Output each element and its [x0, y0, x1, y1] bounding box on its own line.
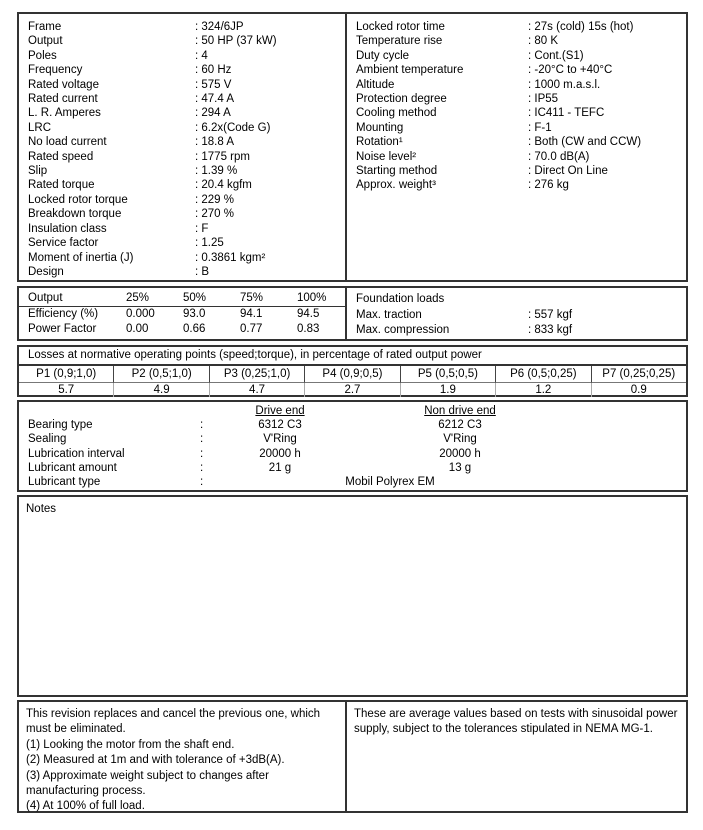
losses-value: 2.7 — [305, 383, 400, 397]
spec-row — [356, 49, 686, 63]
spec-label: No load current — [28, 136, 107, 149]
spec-label: Slip — [28, 165, 48, 178]
spec-row — [28, 92, 345, 106]
drive-end-value: 21 g — [268, 461, 292, 474]
spec-value: : 270 % — [195, 208, 234, 221]
spec-value: : Cont.(S1) — [528, 49, 584, 62]
footnote-3: (3) Approximate weight subject to changes after manufacturing process. — [26, 769, 269, 798]
drive-end-value: 6312 C3 — [258, 419, 302, 432]
spec-label: L. R. Amperes — [28, 107, 101, 120]
power-factor-row — [19, 322, 345, 337]
colon: : — [200, 461, 204, 474]
cell-value: 0.83 — [297, 323, 320, 335]
spec-label: LRC — [28, 121, 52, 134]
revision-note: This revision replaces and cancel the previous one, which must be eliminated. — [26, 708, 321, 736]
footnote-2: (2) Measured at 1m and with tolerance of +3dB(A). — [26, 754, 285, 767]
spec-value: : 294 A — [195, 107, 231, 120]
footnote-4: (4) At 100% of full load. — [26, 800, 145, 813]
spec-value: : F — [195, 222, 209, 235]
losses-values-row — [19, 383, 686, 397]
spec-row — [28, 135, 345, 149]
spec-label: Frame — [28, 21, 62, 33]
footer-left — [19, 702, 347, 811]
losses-header: P2 (0,5;1,0) — [114, 366, 209, 383]
spec-value: : 70.0 dB(A) — [528, 150, 590, 163]
non-drive-end-value: V'Ring — [443, 433, 477, 446]
losses-value: 1.2 — [496, 383, 591, 397]
cell-value: 0.00 — [126, 323, 149, 335]
losses-title: Losses at normative operating points (speed;torque), in percentage of rated output power — [19, 347, 686, 366]
spec-label: Service factor — [28, 237, 99, 250]
spec-row — [28, 164, 345, 178]
spec-label: Design — [28, 265, 64, 278]
spec-label: Locked rotor torque — [28, 193, 128, 206]
specifications-section — [17, 12, 688, 282]
output-header-100: 100% — [297, 292, 327, 304]
spec-row — [28, 265, 345, 279]
spec-row — [28, 78, 345, 92]
lubricant-type-row — [28, 475, 686, 489]
spec-row — [28, 150, 345, 164]
spec-value: : 1.25 — [195, 237, 224, 250]
drive-end-header: Drive end — [255, 405, 305, 417]
performance-section — [17, 286, 688, 341]
spec-row — [28, 193, 345, 207]
output-header-25: 25% — [126, 292, 150, 304]
spec-label: Locked rotor time — [356, 21, 445, 33]
spec-value: : 1000 m.a.s.l. — [528, 78, 601, 91]
footer-right — [347, 702, 686, 811]
spec-label: Poles — [28, 49, 57, 62]
spec-label: Cooling method — [356, 107, 437, 120]
spec-row — [28, 106, 345, 120]
spec-row — [356, 78, 686, 92]
spec-label: Frequency — [28, 64, 83, 77]
cell-value: 0.000 — [126, 308, 155, 320]
spec-label: Mounting — [356, 121, 404, 134]
spec-value: : -20°C to +40°C — [528, 64, 613, 77]
losses-header: P7 (0,25;0,25) — [592, 366, 686, 383]
non-drive-end-value: 13 g — [448, 461, 472, 474]
spec-label: Altitude — [356, 78, 395, 91]
output-header-label: Output — [28, 292, 63, 304]
max-traction-row — [347, 308, 686, 323]
row-label: Bearing type — [28, 419, 93, 432]
row-label: Max. compression — [356, 324, 450, 336]
output-header-50: 50% — [183, 292, 207, 304]
spec-row — [28, 63, 345, 77]
cell-value: : 833 kgf — [528, 324, 573, 336]
spec-row — [356, 121, 686, 135]
spec-value: : Direct On Line — [528, 165, 608, 178]
spec-value: : IC411 - TEFC — [528, 107, 605, 120]
spec-row — [356, 92, 686, 106]
spec-value: : 0.3861 kgm² — [195, 251, 266, 264]
notes-title: Notes — [26, 503, 57, 515]
foundation-loads-title: Foundation loads — [356, 293, 445, 305]
footer-section — [17, 700, 688, 813]
losses-header-row — [19, 366, 686, 383]
drive-end-value: 20000 h — [259, 447, 301, 460]
spec-value: : 50 HP (37 kW) — [195, 35, 277, 48]
spec-value: : B — [195, 265, 210, 278]
specs-left-column — [19, 14, 347, 280]
losses-value: 1.9 — [401, 383, 496, 397]
bearings-header-row — [28, 404, 686, 418]
row-label: Efficiency (%) — [28, 308, 99, 320]
foundation-loads — [347, 288, 686, 339]
spec-value: : 6.2x(Code G) — [195, 121, 271, 134]
spec-value: : 80 K — [528, 35, 559, 48]
spec-row — [356, 106, 686, 120]
lubrication-interval-row — [28, 447, 686, 461]
non-drive-end-header: Non drive end — [424, 405, 496, 417]
specs-right-column — [347, 14, 686, 280]
spec-label: Rotation¹ — [356, 136, 403, 149]
output-table — [19, 288, 347, 339]
efficiency-row — [19, 307, 345, 322]
losses-header: P3 (0,25;1,0) — [210, 366, 305, 383]
spec-row — [28, 49, 345, 63]
spec-label: Rated current — [28, 93, 98, 106]
spec-row — [28, 121, 345, 135]
cell-value: 0.66 — [183, 323, 206, 335]
spec-label: Insulation class — [28, 222, 107, 235]
spec-row — [356, 34, 686, 48]
spec-value: : 18.8 A — [195, 136, 235, 149]
spec-label: Breakdown torque — [28, 208, 122, 221]
spec-row — [28, 34, 345, 48]
cell-value: : 557 kgf — [528, 309, 573, 321]
row-label: Power Factor — [28, 323, 97, 335]
spec-label: Approx. weight³ — [356, 179, 436, 192]
spec-row — [28, 178, 345, 192]
notes-section — [17, 495, 688, 697]
spec-row — [28, 20, 345, 34]
colon: : — [200, 433, 204, 446]
row-label: Lubricant type — [28, 476, 101, 489]
footnote-1: (1) Looking the motor from the shaft end. — [26, 738, 235, 751]
spec-label: Rated voltage — [28, 78, 99, 91]
spec-value: : IP55 — [528, 93, 559, 106]
losses-header: P4 (0,9;0,5) — [305, 366, 400, 383]
spec-label: Duty cycle — [356, 49, 410, 62]
spec-row — [356, 135, 686, 149]
spec-value: : 276 kg — [528, 179, 569, 192]
lubricant-type-value: Mobil Polyrex EM — [345, 476, 435, 489]
bearing-type-row — [28, 418, 686, 432]
cell-value: 93.0 — [183, 308, 206, 320]
cell-value: 94.5 — [297, 308, 320, 320]
spec-label: Starting method — [356, 165, 438, 178]
lubricant-amount-row — [28, 461, 686, 475]
spec-label: Rated torque — [28, 179, 95, 192]
spec-row — [356, 63, 686, 77]
colon: : — [200, 419, 204, 432]
spec-value: : F-1 — [528, 121, 552, 134]
spec-row — [356, 178, 686, 192]
cell-value: 0.77 — [240, 323, 263, 335]
spec-value: : 27s (cold) 15s (hot) — [528, 21, 634, 33]
spec-row — [28, 222, 345, 236]
spec-value: : 4 — [195, 49, 208, 62]
spec-value: : 20.4 kgfm — [195, 179, 252, 192]
losses-header: P6 (0,5;0,25) — [496, 366, 591, 383]
spec-label: Temperature rise — [356, 35, 443, 48]
spec-value: : 575 V — [195, 78, 232, 91]
spec-row — [28, 207, 345, 221]
spec-label: Noise level² — [356, 150, 417, 163]
losses-value: 4.9 — [114, 383, 209, 397]
spec-row — [356, 20, 686, 34]
non-drive-end-value: 20000 h — [439, 447, 481, 460]
output-header-75: 75% — [240, 292, 264, 304]
row-label: Lubrication interval — [28, 447, 125, 460]
spec-value: : 47.4 A — [195, 93, 235, 106]
sealing-row — [28, 432, 686, 446]
cell-value: 94.1 — [240, 308, 263, 320]
max-compression-row — [347, 323, 686, 338]
spec-label: Moment of inertia (J) — [28, 251, 134, 264]
tolerance-note: These are average values based on tests with sinusoidal power supply, subject to the tolerances stipulated in NEMA MG-1. — [354, 708, 678, 736]
row-label: Sealing — [28, 433, 67, 446]
output-table-header — [19, 290, 345, 307]
losses-header: P5 (0,5;0,5) — [401, 366, 496, 383]
losses-header: P1 (0,9;1,0) — [19, 366, 114, 383]
losses-value: 4.7 — [210, 383, 305, 397]
spec-value: : 60 Hz — [195, 64, 232, 77]
spec-label: Rated speed — [28, 150, 94, 163]
spec-label: Output — [28, 35, 63, 48]
spec-value: : 324/6JP — [195, 21, 244, 33]
spec-value: : 1775 rpm — [195, 150, 250, 163]
spec-row — [356, 164, 686, 178]
colon: : — [200, 476, 204, 489]
spec-value: : 1.39 % — [195, 165, 238, 178]
losses-value: 0.9 — [630, 384, 647, 396]
spec-value: : Both (CW and CCW) — [528, 136, 642, 149]
spec-label: Protection degree — [356, 93, 447, 106]
losses-section — [17, 345, 688, 397]
spec-row — [28, 236, 345, 250]
spec-row — [356, 150, 686, 164]
bearings-section — [17, 400, 688, 492]
spec-value: : 229 % — [195, 193, 234, 206]
non-drive-end-value: 6212 C3 — [438, 419, 482, 432]
losses-value: 5.7 — [19, 383, 114, 397]
row-label: Max. traction — [356, 309, 422, 321]
spec-row — [28, 251, 345, 265]
colon: : — [200, 447, 204, 460]
row-label: Lubricant amount — [28, 461, 117, 474]
drive-end-value: V'Ring — [263, 433, 297, 446]
spec-label: Ambient temperature — [356, 64, 464, 77]
